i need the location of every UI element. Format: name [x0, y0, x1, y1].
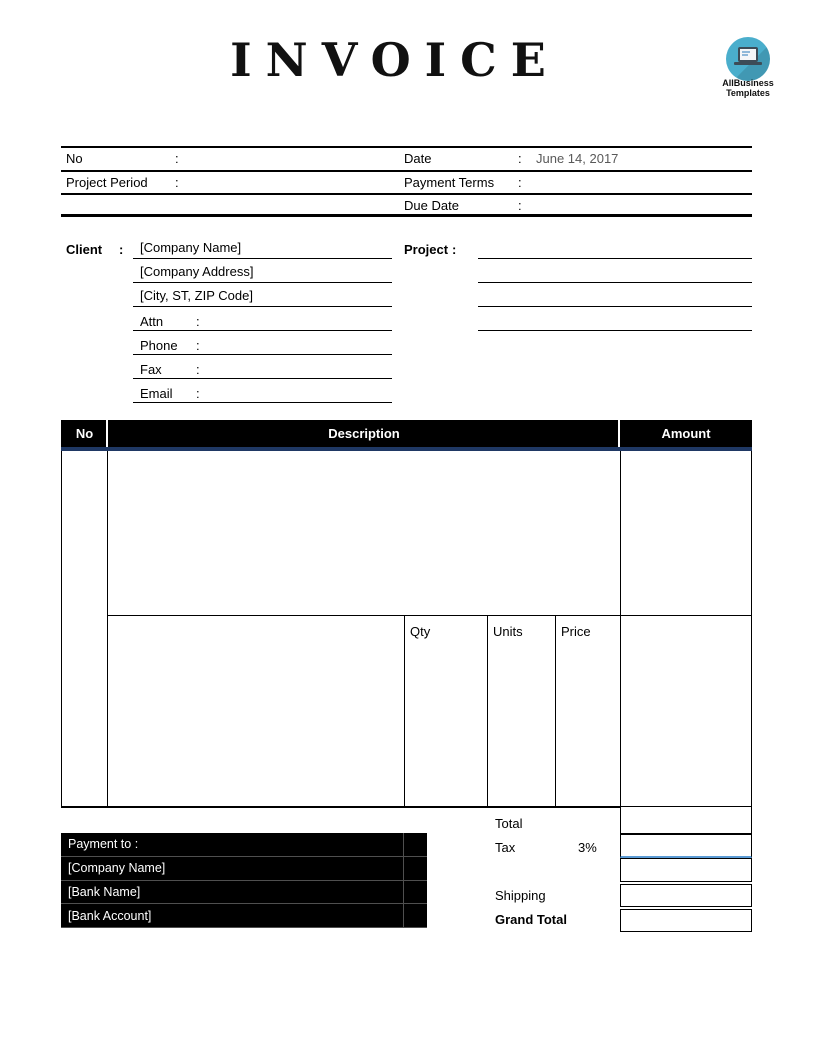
attn-label: Attn: [140, 314, 164, 329]
project-line-4[interactable]: [478, 312, 752, 331]
project-label: Project: [404, 242, 449, 257]
sub-header-units: Units: [493, 624, 523, 639]
cell-price[interactable]: [556, 645, 619, 805]
project-line-2[interactable]: [478, 264, 752, 283]
sub-header-qty: Qty: [410, 624, 431, 639]
shipping-amount-box[interactable]: [620, 884, 752, 907]
payment-to-row: Payment to :: [61, 833, 427, 857]
cell-description-bottom[interactable]: [109, 617, 403, 805]
date-colon: :: [518, 151, 522, 166]
payment-terms-label: Payment Terms: [404, 175, 495, 190]
col-header-description: Description: [328, 426, 400, 441]
client-city-state-zip-field[interactable]: [City, ST, ZIP Code]: [133, 288, 392, 307]
due-date-colon: :: [518, 198, 522, 213]
date-label: Date: [404, 151, 432, 166]
cell-no[interactable]: [62, 452, 107, 805]
grid-no-col-line: [107, 451, 108, 806]
payment-terms-colon: :: [518, 175, 522, 190]
tax-amount-box[interactable]: [620, 834, 752, 858]
page-title: INVOICE: [230, 33, 560, 87]
email-colon: :: [196, 386, 200, 401]
no-colon: :: [175, 151, 179, 166]
cell-amount[interactable]: [621, 452, 750, 805]
grid-right-edge: [751, 451, 752, 806]
meta-rule-2: [61, 193, 752, 195]
cell-units[interactable]: [488, 645, 554, 805]
client-colon: :: [119, 242, 124, 257]
payment-block: [61, 833, 427, 928]
fax-colon: :: [196, 362, 200, 377]
payment-bank-account-row[interactable]: [Bank Account]: [61, 904, 427, 928]
header-accent-bar: [61, 447, 752, 451]
phone-label: Phone: [140, 338, 178, 353]
logo-text-line2: Templates: [726, 88, 770, 98]
client-company-name-field[interactable]: [Company Name]: [133, 240, 392, 259]
header-separator-2: [618, 420, 620, 447]
tax-label: Tax: [495, 840, 516, 855]
client-label: Client: [66, 242, 103, 257]
cell-description-top[interactable]: [109, 452, 619, 614]
payment-company-row[interactable]: [Company Name]: [61, 857, 427, 881]
client-company-address-field[interactable]: [Company Address]: [133, 264, 392, 283]
project-colon: :: [452, 242, 457, 257]
email-label: Email: [140, 386, 173, 401]
date-value[interactable]: June 14, 2017: [536, 151, 619, 166]
payment-vertical-separator: [403, 833, 404, 928]
col-header-amount: Amount: [661, 426, 711, 441]
logo-text-line1: AllBusiness: [722, 78, 774, 88]
client-attn-field[interactable]: [133, 312, 392, 331]
project-line-3[interactable]: [478, 288, 752, 307]
project-period-colon: :: [175, 175, 179, 190]
grand-total-amount-box[interactable]: [620, 909, 752, 932]
allbusiness-logo: [726, 37, 770, 81]
total-amount-box[interactable]: [620, 806, 752, 834]
total-label: Total: [495, 816, 523, 831]
no-label: No: [66, 151, 83, 166]
due-date-label: Due Date: [404, 198, 459, 213]
fax-label: Fax: [140, 362, 162, 377]
attn-colon: :: [196, 314, 200, 329]
meta-rule-bottom: [61, 214, 752, 217]
header-separator-1: [106, 420, 108, 447]
client-fax-field[interactable]: [133, 360, 392, 379]
phone-colon: :: [196, 338, 200, 353]
meta-rule-top: [61, 146, 752, 148]
col-header-no: No: [75, 426, 94, 441]
cell-qty[interactable]: [405, 645, 486, 805]
payment-bank-name-row[interactable]: [Bank Name]: [61, 881, 427, 905]
meta-rule-1: [61, 170, 752, 172]
shipping-label: Shipping: [495, 888, 546, 903]
tax-rate-value[interactable]: 3%: [578, 840, 597, 855]
project-period-label: Project Period: [66, 175, 148, 190]
project-line-1[interactable]: [478, 240, 752, 259]
sub-header-price: Price: [561, 624, 591, 639]
grand-total-label: Grand Total: [495, 912, 567, 927]
subtotal-empty-box[interactable]: [620, 858, 752, 882]
